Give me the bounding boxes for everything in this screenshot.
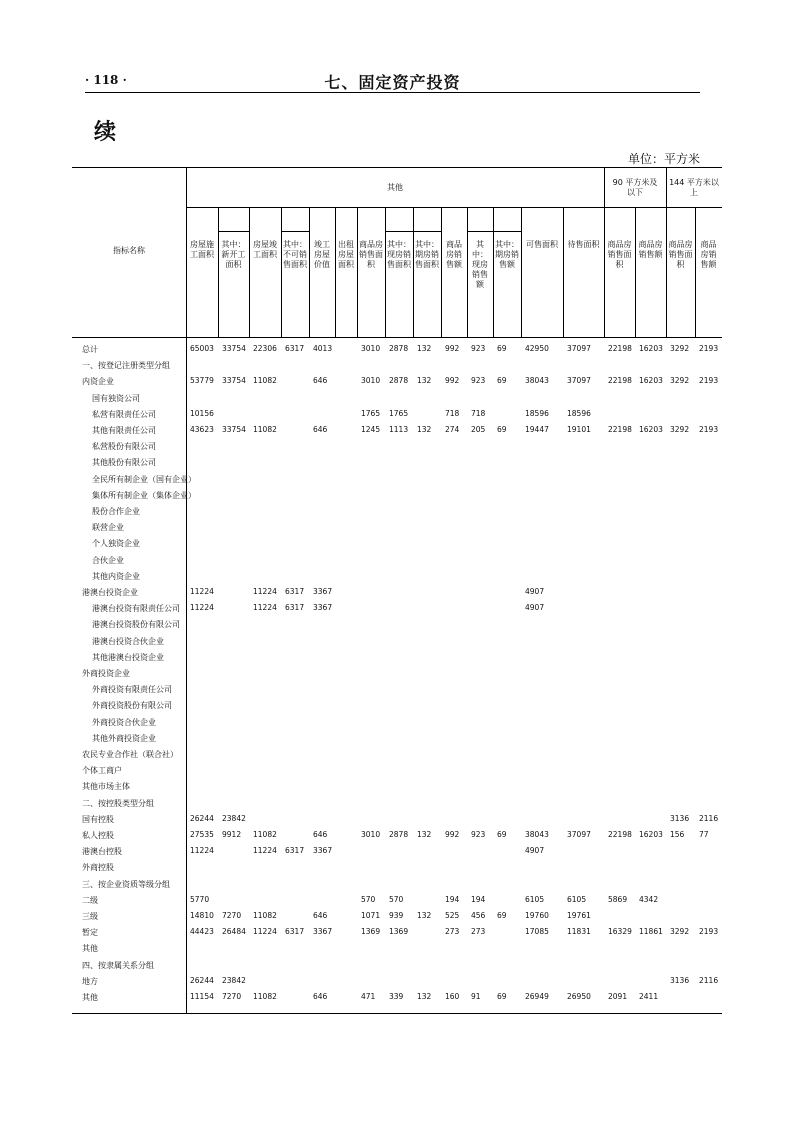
col-vline-16 — [695, 207, 696, 337]
table-cell: 19760 — [525, 911, 549, 920]
table-cell: 23842 — [222, 813, 246, 823]
sub-divider-3 — [467, 231, 521, 232]
table-cell: 923 — [471, 830, 486, 839]
table-cell: 4907 — [525, 846, 545, 856]
table-cell: 22198 — [608, 344, 632, 353]
table-cell: 69 — [497, 911, 507, 920]
col-vline-1 — [249, 207, 250, 337]
table-cell: 2193 — [699, 425, 719, 434]
row-label: 其他外商投资企业 — [92, 733, 156, 743]
row-label: 联营企业 — [92, 523, 124, 533]
table-cell: 992 — [445, 376, 460, 386]
table-cell: 194 — [445, 894, 460, 904]
row-label: 全民所有制企业（国有企业） — [92, 474, 196, 484]
table-cell: 19761 — [567, 911, 591, 920]
table-cell: 3136 — [670, 813, 690, 823]
table-cell: 4342 — [639, 894, 659, 904]
table-top-rule — [72, 167, 722, 168]
table-cell: 16203 — [639, 344, 663, 353]
column-header: 其中：现房销售额 — [472, 240, 488, 289]
row-label: 私营有限责任公司 — [92, 409, 156, 419]
table-cell: 6317 — [285, 587, 305, 596]
table-cell: 16203 — [639, 425, 663, 434]
col-vline-10 — [493, 207, 494, 337]
table-cell: 2116 — [699, 975, 719, 985]
col-vline-0 — [218, 207, 219, 337]
page-number: · 118 · — [85, 73, 127, 87]
row-label: 外商投资企业 — [82, 669, 130, 678]
table-cell: 570 — [389, 894, 404, 904]
table-bottom-rule — [72, 1013, 722, 1014]
column-header: 商品房销售面积 — [359, 240, 383, 269]
row-label: 外商投资有限责任公司 — [92, 685, 172, 695]
indicator-header: 指标名称 — [113, 246, 145, 255]
row-label: 二级 — [82, 895, 98, 905]
table-cell: 27535 — [190, 830, 214, 839]
col-vline-14 — [635, 207, 636, 337]
table-cell: 132 — [417, 830, 432, 839]
table-cell: 77 — [699, 830, 709, 839]
table-cell: 3010 — [361, 376, 381, 386]
table-cell: 3367 — [313, 927, 333, 937]
table-cell: 7270 — [222, 992, 242, 1001]
col-vline-2 — [281, 207, 282, 337]
table-cell: 646 — [313, 830, 328, 839]
indicator-col-divider — [186, 167, 187, 1013]
table-cell: 11154 — [190, 992, 214, 1001]
table-cell: 26244 — [190, 975, 214, 985]
column-header: 待售面积 — [567, 240, 600, 249]
row-label: 地方 — [82, 976, 98, 986]
row-label: 三级 — [82, 912, 98, 921]
table-cell: 1071 — [361, 911, 381, 920]
column-header: 房屋竣工面积 — [253, 240, 277, 259]
row-label: 国有控股 — [82, 814, 114, 824]
group-header-90: 90 平方米及以下 — [612, 178, 658, 197]
chapter-title: 七、固定资产投资 — [324, 73, 461, 92]
table-cell: 274 — [445, 425, 460, 434]
table-cell: 22198 — [608, 425, 632, 434]
table-cell: 38043 — [525, 376, 549, 386]
row-label: 港澳台投资有限责任公司 — [92, 604, 180, 614]
table-cell: 69 — [497, 344, 507, 353]
row-label: 内资企业 — [82, 377, 114, 387]
table-cell: 4907 — [525, 603, 545, 613]
table-cell: 11082 — [253, 830, 277, 839]
table-cell: 65003 — [190, 344, 214, 353]
table-cell: 1765 — [361, 408, 381, 418]
table-cell: 718 — [471, 408, 486, 418]
row-label: 合伙企业 — [92, 555, 124, 565]
column-header: 其中：期房销售面积 — [415, 240, 439, 269]
table-cell: 11224 — [190, 846, 214, 856]
table-cell: 7270 — [222, 911, 242, 920]
table-cell: 570 — [361, 894, 376, 904]
table-cell: 1765 — [389, 408, 409, 418]
table-cell: 273 — [445, 927, 460, 937]
table-cell: 6105 — [567, 894, 587, 904]
table-cell: 18596 — [567, 408, 591, 418]
column-header: 商品房销售面积 — [607, 240, 632, 269]
table-cell: 6317 — [285, 846, 305, 856]
table-cell: 1113 — [389, 425, 409, 434]
table-cell: 2193 — [699, 376, 719, 386]
table-cell: 456 — [471, 911, 486, 920]
table-cell: 69 — [497, 376, 507, 386]
table-cell: 992 — [445, 344, 460, 353]
column-header: 房屋施工面积 — [190, 240, 214, 259]
table-cell: 646 — [313, 425, 328, 434]
table-cell: 91 — [471, 992, 481, 1001]
table-cell: 3292 — [670, 927, 690, 937]
table-cell: 5770 — [190, 894, 210, 904]
sub-divider-1 — [281, 231, 309, 232]
row-label: 四、按隶属关系分组 — [82, 960, 154, 970]
table-cell: 22306 — [253, 344, 277, 353]
column-header: 其中：不可销售面积 — [283, 240, 307, 269]
row-label: 三、按企业资质等级分组 — [82, 879, 170, 889]
column-header: 其中：期房销售额 — [495, 240, 519, 269]
table-cell: 646 — [313, 992, 328, 1001]
unit-label: 单位：平方米 — [627, 152, 700, 166]
header-rule — [85, 92, 700, 93]
column-header: 商品房销售额 — [446, 240, 462, 269]
row-label: 其他 — [82, 944, 98, 954]
col-vline-11 — [521, 207, 522, 337]
table-cell: 17085 — [525, 927, 549, 937]
column-header: 出租房屋面积 — [338, 240, 354, 269]
table-cell: 11082 — [253, 425, 277, 434]
table-cell: 3292 — [670, 425, 690, 434]
row-label: 其他港澳台投资企业 — [92, 652, 164, 662]
table-cell: 3367 — [313, 587, 333, 596]
table-cell: 37097 — [567, 830, 591, 839]
table-cell: 2193 — [699, 927, 719, 937]
col-vline-9 — [467, 207, 468, 337]
table-cell: 11082 — [253, 376, 277, 386]
table-cell: 2091 — [608, 992, 628, 1001]
row-label: 外商投资合伙企业 — [92, 717, 156, 727]
table-cell: 11224 — [190, 587, 214, 596]
table-cell: 11224 — [253, 846, 277, 856]
table-cell: 38043 — [525, 830, 549, 839]
table-cell: 37097 — [567, 344, 591, 353]
table-cell: 939 — [389, 911, 404, 920]
table-cell: 205 — [471, 425, 486, 434]
row-label: 国有独资公司 — [92, 393, 140, 403]
table-cell: 10156 — [190, 408, 214, 418]
col-vline-12 — [563, 207, 564, 337]
table-cell: 11224 — [253, 587, 277, 596]
table-cell: 42950 — [525, 344, 549, 353]
row-label: 其他内资企业 — [92, 571, 140, 581]
table-cell: 69 — [497, 830, 507, 839]
table-cell: 6317 — [285, 927, 305, 937]
col-vline-7 — [413, 207, 414, 337]
row-label: 其他有限责任公司 — [92, 426, 156, 435]
row-label: 外商投资股份有限公司 — [92, 701, 172, 711]
row-label: 外商控股 — [82, 863, 114, 873]
table-cell: 273 — [471, 927, 486, 937]
table-cell: 53779 — [190, 376, 214, 386]
table-cell: 37097 — [567, 376, 591, 386]
table-cell: 11224 — [190, 603, 214, 613]
group-vline-1 — [666, 167, 667, 337]
table-cell: 525 — [445, 911, 460, 920]
group-vline-0 — [604, 167, 605, 337]
row-label: 集体所有制企业（集体企业） — [92, 490, 196, 500]
table-cell: 3367 — [313, 846, 333, 856]
row-label: 总计 — [82, 345, 98, 354]
table-cell: 22198 — [608, 830, 632, 839]
table-cell: 26244 — [190, 813, 214, 823]
table-cell: 194 — [471, 894, 486, 904]
row-label: 港澳台投资企业 — [82, 588, 138, 597]
table-cell: 33754 — [222, 376, 246, 386]
column-header: 其中：现房销售面积 — [387, 240, 411, 269]
row-label: 港澳台控股 — [82, 847, 122, 857]
row-label: 港澳台投资股份有限公司 — [92, 620, 180, 630]
table-cell: 132 — [417, 425, 432, 434]
column-header: 其中：新开工面积 — [221, 240, 246, 269]
table-cell: 19101 — [567, 425, 591, 434]
table-cell: 339 — [389, 992, 404, 1001]
row-label: 私营股份有限公司 — [92, 442, 156, 452]
table-cell: 132 — [417, 376, 432, 386]
table-cell: 33754 — [222, 344, 246, 353]
table-cell: 718 — [445, 408, 460, 418]
table-cell: 156 — [670, 830, 685, 839]
table-cell: 6317 — [285, 344, 305, 353]
table-cell: 11861 — [639, 927, 663, 937]
table-cell: 6105 — [525, 894, 545, 904]
row-label: 其他市场主体 — [82, 782, 130, 792]
table-cell: 11082 — [253, 911, 277, 920]
table-cell: 132 — [417, 992, 432, 1001]
table-cell: 2411 — [639, 992, 659, 1001]
table-cell: 3292 — [670, 376, 690, 386]
table-cell: 3136 — [670, 975, 690, 985]
row-label: 个人独资企业 — [92, 539, 140, 549]
table-cell: 160 — [445, 992, 460, 1001]
table-cell: 2878 — [389, 376, 409, 386]
table-cell: 3292 — [670, 344, 690, 353]
col-vline-6 — [385, 207, 386, 337]
table-cell: 11082 — [253, 992, 277, 1001]
table-cell: 43623 — [190, 425, 214, 434]
row-label: 其他股份有限公司 — [92, 458, 156, 468]
column-header: 商品房销售额 — [638, 240, 663, 259]
row-label: 其他 — [82, 993, 98, 1002]
table-cell: 3010 — [361, 830, 381, 839]
table-cell: 1245 — [361, 425, 381, 434]
group-divider — [186, 207, 722, 208]
table-cell: 16329 — [608, 927, 632, 937]
table-cell: 923 — [471, 344, 486, 353]
col-vline-3 — [309, 207, 310, 337]
table-cell: 11831 — [567, 927, 591, 937]
table-cell: 26949 — [525, 992, 549, 1001]
table-cell: 132 — [417, 344, 432, 353]
column-header: 商品房销售面积 — [668, 240, 693, 269]
table-cell: 26950 — [567, 992, 591, 1001]
table-cell: 22198 — [608, 376, 632, 386]
table-cell: 2878 — [389, 344, 409, 353]
table-cell: 2878 — [389, 830, 409, 839]
table-cell: 11224 — [253, 927, 277, 937]
table-cell: 23842 — [222, 975, 246, 985]
row-label: 私人控股 — [82, 831, 114, 840]
table-cell: 1369 — [361, 927, 381, 937]
group-header-other: 其他 — [387, 183, 403, 192]
col-vline-5 — [357, 207, 358, 337]
col-vline-8 — [441, 207, 442, 337]
table-cell: 9912 — [222, 830, 242, 839]
table-cell: 69 — [497, 992, 507, 1001]
table-cell: 26484 — [222, 927, 246, 937]
table-cell: 11224 — [253, 603, 277, 613]
column-header: 可售面积 — [526, 240, 558, 249]
group-header-144: 144 平方米以上 — [669, 178, 719, 197]
row-label: 股份合作企业 — [92, 507, 140, 516]
table-cell: 471 — [361, 992, 376, 1001]
table-cell: 16203 — [639, 376, 663, 386]
table-cell: 646 — [313, 911, 328, 920]
table-cell: 5869 — [608, 894, 628, 904]
row-label: 个体工商户 — [82, 766, 122, 776]
table-cell: 4907 — [525, 587, 545, 596]
table-cell: 4013 — [313, 344, 333, 353]
table-cell: 6317 — [285, 603, 305, 613]
column-header: 商品房销售额 — [700, 240, 717, 269]
row-label: 一、按登记注册类型分组 — [82, 361, 170, 371]
table-cell: 44423 — [190, 927, 214, 937]
row-label: 港澳台投资合伙企业 — [92, 636, 164, 646]
table-cell: 3010 — [361, 344, 381, 353]
table-cell: 646 — [313, 376, 328, 386]
column-header: 竣工房屋价值 — [314, 240, 330, 269]
table-cell: 992 — [445, 830, 460, 839]
row-label: 暂定 — [82, 928, 98, 938]
table-cell: 18596 — [525, 408, 549, 418]
table-cell: 16203 — [639, 830, 663, 839]
continued-label: 续 — [94, 119, 117, 145]
table-cell: 19447 — [525, 425, 549, 434]
table-cell: 3367 — [313, 603, 333, 613]
table-cell: 2193 — [699, 344, 719, 353]
table-cell: 33754 — [222, 425, 246, 434]
table-cell: 14810 — [190, 911, 214, 920]
col-vline-4 — [335, 207, 336, 337]
table-cell: 923 — [471, 376, 486, 386]
row-label: 农民专业合作社（联合社） — [82, 750, 178, 759]
table-cell: 69 — [497, 425, 507, 434]
table-cell: 1369 — [389, 927, 409, 937]
row-label: 二、按控股类型分组 — [82, 798, 154, 808]
table-header-rule — [72, 337, 722, 338]
table-cell: 132 — [417, 911, 432, 920]
page-header — [85, 70, 700, 92]
table-cell: 2116 — [699, 813, 719, 823]
sub-divider-0 — [218, 231, 249, 232]
